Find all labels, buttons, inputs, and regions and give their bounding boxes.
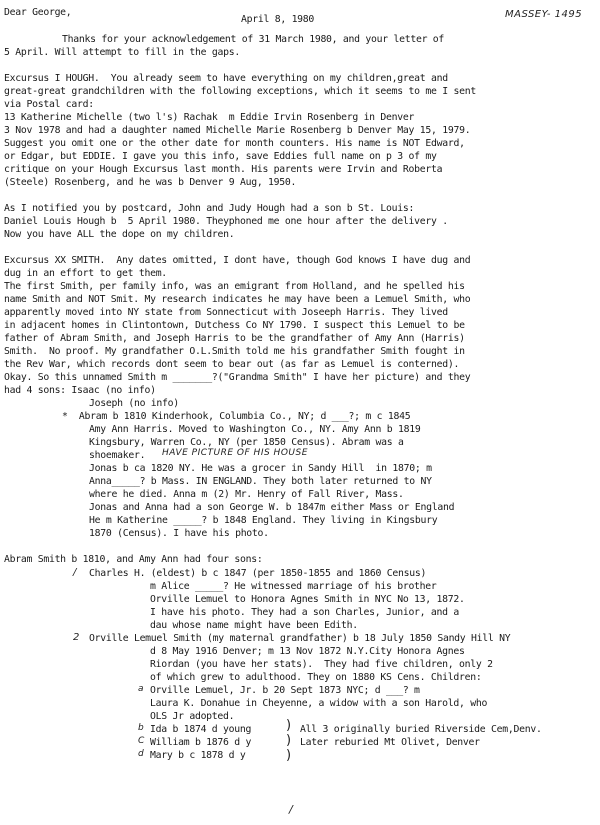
handwritten-letter-d: d bbox=[138, 749, 145, 759]
handwritten-trailing-mark: / bbox=[289, 803, 294, 816]
body-line: 3 Nov 1978 and had a daughter named Michelle Marie Rosenberg b Denver May 15, 1979. bbox=[4, 125, 471, 136]
body-line: Amy Ann Harris. Moved to Washington Co., NY. Amy Ann b 1819 bbox=[89, 424, 421, 435]
body-line: Jonas and Anna had a son George W. b 1847m either Mass or England bbox=[89, 502, 455, 513]
body-line: Smith. No proof. My grandfather O.L.Smith told me his grandfather Smith fought in bbox=[4, 346, 465, 357]
body-line: Charles H. (eldest) b c 1847 (per 1850-1855 and 1860 Census) bbox=[89, 568, 427, 579]
handwritten-letter-c: C bbox=[138, 736, 145, 746]
body-line: Later reburied Mt Olivet, Denver bbox=[300, 737, 480, 748]
body-line: Mary b c 1878 d y bbox=[150, 750, 246, 761]
body-line: great-great grandchildren with the following exceptions, which it seems to me I sent bbox=[4, 86, 476, 97]
body-line: Excursus I HOUGH. You already seem to have everything on my children,great and bbox=[4, 73, 448, 84]
file-reference-handwritten: MASSEY- 1495 bbox=[505, 9, 583, 20]
body-line: Thanks for your acknowledgement of 31 March 1980, and your letter of bbox=[62, 34, 445, 45]
body-line: Jonas b ca 1820 NY. He was a grocer in Sandy Hill in 1870; m bbox=[89, 463, 432, 474]
body-line: of which grew to adulthood. They on 1880 KS Cens. Children: bbox=[150, 672, 482, 683]
body-line: All 3 originally buried Riverside Cem,Denv. bbox=[300, 724, 542, 735]
body-line: dug in an effort to get them. bbox=[4, 268, 167, 279]
body-line: Orville Lemuel, Jr. b 20 Sept 1873 NYC; d ___? m bbox=[150, 685, 420, 696]
letter-date: April 8, 1980 bbox=[241, 14, 315, 25]
salutation: Dear George, bbox=[4, 7, 72, 18]
body-line: Okay. So this unnamed Smith m _______?("Grandma Smith" I have her picture) and they bbox=[4, 372, 471, 383]
body-line: Orville Lemuel to Honora Agnes Smith in NYC No 13, 1872. bbox=[150, 594, 465, 605]
body-line: where he died. Anna m (2) Mr. Henry of Fall River, Mass. bbox=[89, 489, 404, 500]
body-line: Riordan (you have her stats). They had five children, only 2 bbox=[150, 659, 493, 670]
body-line: (Steele) Rosenberg, and he was b Denver 9 Aug, 1950. bbox=[4, 177, 297, 188]
body-line: name Smith and NOT Smit. My research indicates he may have been a Lemuel Smith, who bbox=[4, 294, 471, 305]
body-line: Laura K. Donahue in Cheyenne, a widow with a son Harold, who bbox=[150, 698, 488, 709]
body-line: The first Smith, per family info, was an emigrant from Holland, and he spelled his bbox=[4, 281, 465, 292]
body-line: OLS Jr adopted. bbox=[150, 711, 235, 722]
body-line: Joseph (no info) bbox=[89, 398, 179, 409]
body-line: dau whose name might have been Edith. bbox=[150, 620, 358, 631]
body-line: Ida b 1874 d young bbox=[150, 724, 252, 735]
body-line: apparently moved into NY state from Sonnecticut with Joseeph Harris. They lived bbox=[4, 307, 448, 318]
handwritten-picture-note: HAVE PICTURE OF HIS HOUSE bbox=[162, 448, 308, 458]
body-line: * Abram b 1810 Kinderhook, Columbia Co., NY; d ___?; m c 1845 bbox=[62, 411, 411, 422]
handwritten-number-1: / bbox=[73, 567, 77, 578]
body-line: critique on your Hough Excursus last month. His parents were Irvin and Roberta bbox=[4, 164, 443, 175]
body-line: Now you have ALL the dope on my children. bbox=[4, 229, 235, 240]
body-line: Daniel Louis Hough b 5 April 1980. Theyphoned me one hour after the delivery . bbox=[4, 216, 448, 227]
body-line: He m Katherine _____? b 1848 England. They living in Kingsbury bbox=[89, 515, 438, 526]
body-line: Kingsbury, Warren Co., NY (per 1850 Census). Abram was a bbox=[89, 437, 404, 448]
body-line: Suggest you omit one or the other date for month counters. His name is NOT Edward, bbox=[4, 138, 465, 149]
handwritten-letter-a: a bbox=[138, 684, 145, 694]
handwritten-letter-b: b bbox=[138, 723, 145, 733]
body-line: or Edgar, but EDDIE. I gave you this info, save Eddies full name on p 3 of my bbox=[4, 151, 437, 162]
body-line: d 8 May 1916 Denver; m 13 Nov 1872 N.Y.City Honora Agnes bbox=[150, 646, 465, 657]
body-line: father of Abram Smith, and Joseph Harris to be the grandfather of Amy Ann (Harris) bbox=[4, 333, 465, 344]
body-line: via Postal card: bbox=[4, 99, 94, 110]
body-line: Excursus XX SMITH. Any dates omitted, I dont have, though God knows I have dug and bbox=[4, 255, 471, 266]
body-line: Orville Lemuel Smith (my maternal grandfather) b 18 July 1850 Sandy Hill NY bbox=[89, 633, 511, 644]
handwritten-number-2: 2 bbox=[73, 632, 80, 643]
body-line: 13 Katherine Michelle (two l's) Rachak m Eddie Irvin Rosenberg in Denver bbox=[4, 112, 415, 123]
body-line: in adjacent homes in Clintontown, Dutchess Co NY 1790. I suspect this Lemuel to be bbox=[4, 320, 465, 331]
body-line: William b 1876 d y bbox=[150, 737, 252, 748]
body-line: As I notified you by postcard, John and Judy Hough had a son b St. Louis: bbox=[4, 203, 415, 214]
body-line: m Alice _____? He witnessed marriage of his brother bbox=[150, 581, 437, 592]
body-line: Abram Smith b 1810, and Amy Ann had four sons: bbox=[4, 554, 263, 565]
body-line: 5 April. Will attempt to fill in the gaps. bbox=[4, 47, 240, 58]
body-line: had 4 sons: Isaac (no info) bbox=[4, 385, 156, 396]
handwritten-brace: ) ) ) bbox=[286, 718, 292, 763]
body-line: I have his photo. They had a son Charles, Junior, and a bbox=[150, 607, 460, 618]
body-line: shoemaker. bbox=[89, 450, 146, 461]
body-line: 1870 (Census). I have his photo. bbox=[89, 528, 269, 539]
body-line: the Rev War, which records dont seem to bear out (as far as Lemuel is conterned). bbox=[4, 359, 460, 370]
body-line: Anna_____? b Mass. IN ENGLAND. They both later returned to NY bbox=[89, 476, 432, 487]
